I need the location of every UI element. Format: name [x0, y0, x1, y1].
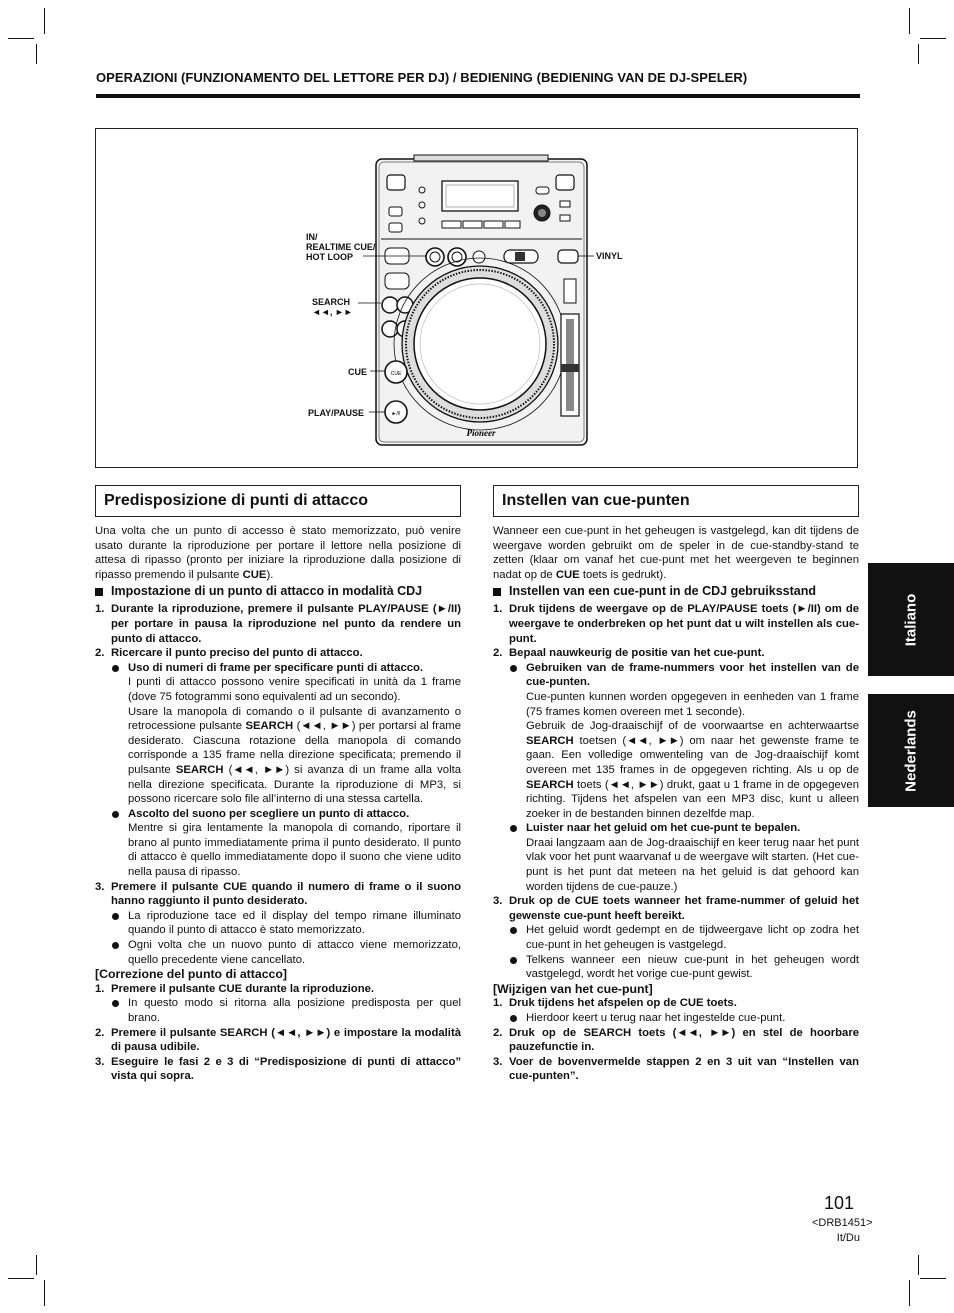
crop-mark — [920, 1278, 946, 1279]
label-line: IN/ — [306, 232, 318, 242]
bullet-heading — [493, 821, 859, 836]
step-number: 3. — [493, 895, 503, 908]
step-number: 1. — [95, 603, 105, 616]
page-header-title: OPERAZIONI (FUNZIONAMENTO DEL LETTORE PER DJ) / BEDIENING (BEDIENING VAN DE DJ-SPELER) — [96, 70, 748, 85]
step-text: Eseguire le fasi 2 e 3 di “Predisposizione di punti di attacco” vista qui sopra. — [111, 1055, 461, 1083]
bullet-text: Uso di numeri di frame per specificare punti di attacco. — [128, 661, 424, 674]
label-line: REALTIME CUE/ — [306, 242, 376, 252]
bullet-heading — [493, 661, 859, 690]
step-text: Bepaal nauwkeurig de positie van het cue-punt. — [509, 647, 765, 660]
bullet-icon — [112, 942, 119, 949]
bullet-icon — [510, 927, 517, 934]
step-number: 1. — [95, 982, 105, 995]
bullet-icon — [112, 665, 119, 672]
step-text: Druk tijdens de weergave op de PLAY/PAUSE toets (►/II) om de weergave te onderbreken op het punt dat u wilt instellen als cue-punt. — [509, 603, 859, 645]
step — [95, 1026, 461, 1055]
bullet-icon — [112, 811, 119, 818]
crop-mark — [36, 44, 37, 64]
brand-logo-text: Pioneer — [466, 428, 496, 438]
step — [493, 1026, 859, 1055]
bullet-icon — [510, 957, 517, 964]
step — [493, 1055, 859, 1084]
step-number: 3. — [493, 1055, 503, 1068]
step — [95, 982, 461, 997]
label-play-pause: PLAY/PAUSE — [308, 408, 365, 418]
text: Gebruik de Jog-draaischijf of de voorwaartse en achterwaartse — [526, 720, 859, 733]
subsection-text: Instellen van een cue-punt in de CDJ gebruiksstand — [509, 584, 817, 599]
step — [493, 646, 859, 661]
crop-mark — [8, 38, 34, 39]
step — [493, 602, 859, 646]
crop-mark — [44, 1280, 45, 1306]
label-line: SEARCH — [312, 297, 351, 307]
section-title-left: Predisposizione di punti di attacco — [95, 485, 461, 517]
step-text: Premere il pulsante CUE durante la riproduzione. — [111, 982, 375, 995]
step-text: Druk op de SEARCH toets (◄◄, ►►) en stel de hoorbare pauzefunctie in. — [509, 1026, 859, 1054]
bullet-icon — [112, 1000, 119, 1007]
bullet-text: Ogni volta che un nuovo punto di attacco viene memorizzato, quello precedente viene cancellato. — [128, 939, 461, 966]
label-line: ◄◄, ►► — [312, 307, 353, 317]
bullet-heading — [95, 661, 461, 676]
section-title-right: Instellen van cue-punten — [493, 485, 859, 517]
step-number: 2. — [95, 1026, 105, 1039]
side-tab-label: Italiano — [902, 593, 920, 646]
step — [95, 602, 461, 646]
bullet-heading — [95, 807, 461, 822]
cdj-player-illustration — [96, 129, 857, 467]
step-text: Druk tijdens het afspelen op de CUE toets. — [509, 997, 737, 1010]
label-in-realtime — [306, 232, 375, 262]
bullet-paragraph: Cue-punten kunnen worden opgegeven in eenheden van 1 frame (75 frames komen overeen met 1 seconde). — [526, 690, 859, 718]
side-tab-nederlands — [868, 694, 954, 807]
step — [95, 646, 461, 661]
text: toetsen (◄◄, ►►) om naar het gewenste frame te gaan. Een volledige omwenteling van de Jog-draaischijf komt overeen met 135 frames in de opgegeven richting. Als u op de — [526, 734, 859, 776]
search-keyword: SEARCH — [175, 763, 224, 776]
label-cue: CUE — [348, 367, 368, 377]
bullet-icon — [510, 1015, 517, 1022]
page-number: 101 — [824, 1193, 855, 1213]
bracket-heading: [Correzione del punto di attacco] — [95, 967, 287, 982]
play-button-text: ►/II — [391, 411, 401, 417]
step-text: Voer de bovenvermelde stappen 2 en 3 uit van “Instellen van cue-punten”. — [509, 1055, 859, 1083]
bracket-heading: [Wijzigen van het cue-punt] — [493, 981, 653, 996]
step-number: 2. — [493, 647, 503, 660]
cue-button-text: CUE — [390, 371, 402, 377]
bullet-text: Gebruiken van de frame-nummers voor het instellen van de cue-punten. — [526, 661, 859, 689]
text: Usare la manopola di comando o il pulsante di avanzamento o retrocessione pulsante — [128, 705, 461, 733]
subsection-heading — [493, 584, 859, 599]
bullet-paragraph — [95, 705, 461, 807]
step-text: Druk op de CUE toets wanneer het frame-nummer of geluid het gewenste cue-punt heeft bereikt. — [509, 895, 859, 922]
right-column — [493, 524, 859, 1084]
bullet-icon — [112, 913, 119, 920]
bullet — [95, 996, 461, 1025]
step — [95, 880, 461, 909]
step-number: 2. — [95, 647, 105, 660]
search-keyword: SEARCH — [245, 720, 294, 733]
crop-mark — [909, 8, 910, 34]
search-keyword: SEARCH — [526, 734, 574, 747]
bullet-paragraph: Mentre si gira lentamente la manopola di comando, riportare il brano al punto immediatamente prima il punto desiderato. Il punto di attacco è quello immediatamente dopo il suono che viene udito nella pausa di ripasso. — [128, 822, 461, 879]
left-column — [95, 524, 461, 1084]
step-text: Durante la riproduzione, premere il pulsante PLAY/PAUSE (►/II) per portare in pausa la riproduzione nel punto da rendere un punto di attacco. — [111, 603, 461, 645]
step-text: Ricercare il punto preciso del punto di attacco. — [111, 647, 363, 660]
bullet — [493, 1011, 859, 1026]
step-number: 1. — [493, 997, 503, 1010]
bullet-paragraph: I punti di attacco possono venire specificati in unità da 1 frame (dove 75 fotogrammi sono equivalenti ad un secondo). — [128, 676, 461, 703]
bullet-paragraph — [493, 719, 859, 821]
label-search — [312, 297, 353, 317]
bullet — [493, 953, 859, 982]
crop-mark — [36, 1255, 37, 1275]
step-number: 2. — [493, 1026, 503, 1039]
text: (◄◄, ►►) si avanza di un frame alla volta nella direzione specificata. Durante la riproduzione di MP3, si possono ricercare solo file all’interno di una stessa cartella. — [128, 763, 461, 806]
step-number: 3. — [95, 1055, 105, 1068]
subsection-heading — [95, 584, 461, 599]
bullet-text: La riproduzione tace ed il display del tempo rimane illuminato quando il punto di attacco è stato memorizzato. — [128, 909, 461, 937]
search-keyword: SEARCH — [526, 778, 574, 791]
square-bullet-icon — [493, 588, 501, 596]
doc-code — [812, 1216, 873, 1246]
cue-keyword: CUE — [242, 568, 267, 581]
text: toets (◄◄, ►►) drukt, gaat u 1 frame in de opgegeven richting. Tijdens het afspelen van een MP3 disc, kunt u alleen zoeker in de bestanden binnen dezelfde map. — [526, 778, 859, 820]
step-text: Premere il pulsante CUE quando il numero di frame o il suono hanno raggiunto il punto desiderato. — [111, 880, 461, 908]
step-number: 3. — [95, 880, 105, 893]
crop-mark — [918, 1255, 919, 1275]
bullet-text: Telkens wanneer een nieuw cue-punt in het geheugen wordt vastgelegd, wordt het vorige cue-punt gewist. — [526, 953, 859, 981]
cue-keyword: CUE — [555, 568, 580, 581]
step — [493, 996, 859, 1011]
crop-mark — [920, 38, 946, 39]
bullet-icon — [510, 825, 517, 832]
bullet-text: Ascolto del suono per scegliere un punto di attacco. — [128, 807, 410, 820]
intro-paragraph — [95, 524, 461, 582]
header-rule — [96, 94, 860, 98]
bullet-icon — [510, 665, 517, 672]
intro-text: Una volta che un punto di accesso è stato memorizzato, può venire usato durante la riproduzione per portare il lettore nella posizione di attesa di ripasso (pronto per iniziare la riproduzione dalla posizione di ripasso premendo il pulsante — [95, 525, 461, 581]
bullet — [95, 909, 461, 938]
crop-mark — [918, 44, 919, 64]
bullet-text: Luister naar het geluid om het cue-punt te bepalen. — [526, 822, 801, 835]
device-figure — [95, 128, 858, 468]
step-text: Premere il pulsante SEARCH (◄◄, ►►) e impostare la modalità di pausa udibile. — [111, 1026, 461, 1054]
step — [95, 1055, 461, 1084]
intro-paragraph — [493, 524, 859, 582]
step — [493, 894, 859, 923]
bullet — [95, 938, 461, 967]
side-tab-italiano — [868, 563, 954, 676]
bullet-paragraph: Draai langzaam aan de Jog-draaischijf en keer terug naar het punt vlak voor het punt waarvanaf u de weergave wilt starten. (Het cue-punt is het punt dat meteen na het geluid is dat gehoord kan worden tijdens de cue-pauze.) — [526, 836, 859, 893]
bullet-text: Het geluid wordt gedempt en de tijdweergave licht op zodra het cue-punt in het geheugen is vastgelegd. — [526, 924, 859, 952]
intro-text: ). — [266, 568, 274, 581]
bullet — [493, 923, 859, 952]
bullet-text: Hierdoor keert u terug naar het ingestelde cue-punt. — [526, 1012, 786, 1024]
square-bullet-icon — [95, 588, 103, 596]
lang-code-line: It/Du — [836, 1232, 860, 1244]
crop-mark — [8, 1278, 34, 1279]
crop-mark — [44, 8, 45, 34]
doc-code-line: <DRB1451> — [812, 1217, 873, 1229]
text: (◄◄, ►►) per portarsi al frame desiderato. Ciascuna rotazione della manopola di comando corrisponde a 135 frame nella direzione specificata; premendo il pulsante — [128, 720, 461, 776]
subsection-text: Impostazione di un punto di attacco in modalità CDJ — [111, 584, 423, 599]
crop-mark — [909, 1280, 910, 1306]
side-tab-label: Nederlands — [902, 709, 920, 792]
intro-text: toets is gedrukt). — [579, 568, 667, 581]
label-vinyl: VINYL — [596, 251, 623, 261]
bullet-text: In questo modo si ritorna alla posizione predisposta per quel brano. — [128, 997, 461, 1024]
intro-text: Wanneer een cue-punt in het geheugen is vastgelegd, kan dit tijdens de weergave worden gebruikt om de speler in de cue-standby-stand te zetten (klaar om vanaf het cue-punt met het weergeven te beginnen nadat op de — [493, 525, 859, 581]
label-line: HOT LOOP — [306, 252, 353, 262]
step-number: 1. — [493, 603, 503, 616]
